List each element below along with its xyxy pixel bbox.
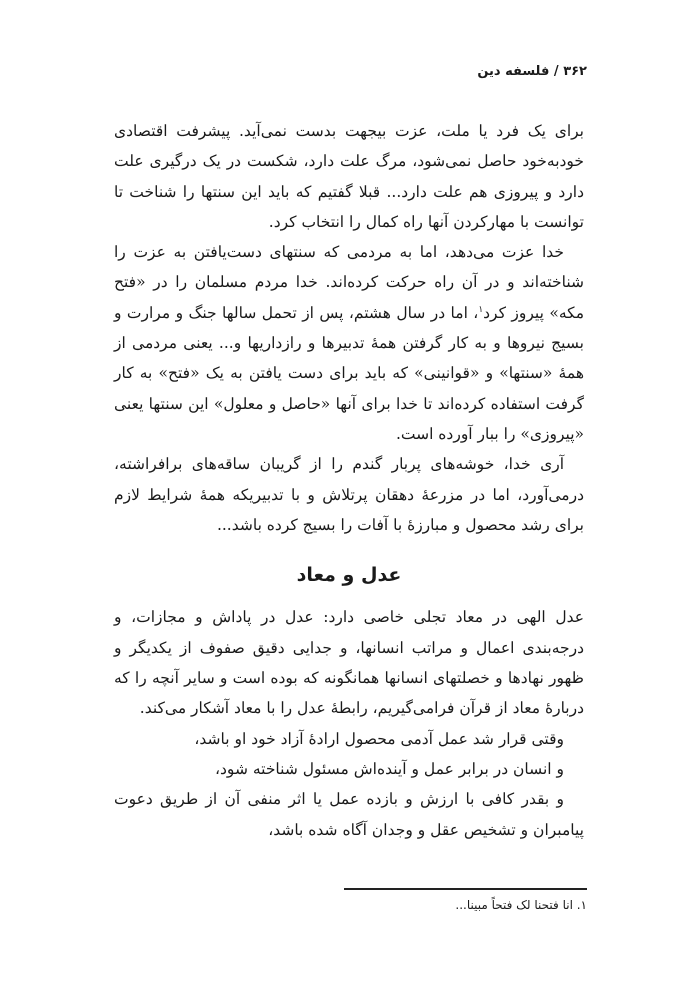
- paragraph-text: خدا عزت می‌دهد، اما به مردمی که سنتهای دست‌یافتن به عزت را شناخته‌اند و در آن راه حرکت کرده‌اند. خدا مردم مسلمان را در «فتح مکه» پیروز کرد: [114, 243, 585, 322]
- running-head: ۳۶۲ / فلسفه دین: [477, 64, 587, 79]
- paragraph: وقتی قرار شد عمل آدمی محصول ارادهٔ آزاد خود او باشد،: [194, 729, 564, 748]
- footnote-marker[interactable]: ۱: [478, 304, 484, 315]
- section-heading: عدل و معاد: [296, 564, 402, 587]
- paragraph: برای یک فرد یا ملت، عزت بیجهت بدست نمی‌آید. پیشرفت اقتصادی خودبه‌خود حاصل نمی‌شود، مرگ علت دارد، شکست در یک درگیری علت دارد و پیروزی هم علت دارد... قبلا گفتیم که باید این سنتها را شناخت تا توانست با مهارکردن آنها راه کمال را انتخاب کرد.: [114, 122, 584, 231]
- footnote: ۱. انا فتحنا لک فتحاً مبینا...: [455, 898, 587, 912]
- paragraph: [114, 237, 584, 449]
- paragraph: و بقدر کافی با ارزش و بازده عمل یا اثر منفی آن از طریق دعوت پیامبران و تشخیص عقل و وجدان آگاه شده باشد،: [114, 790, 584, 839]
- paragraph: عدل الهی در معاد تجلی خاصی دارد: عدل در پاداش و مجازات، و درجه‌بندی اعمال و مراتب انسانها، و جدایی دقیق صفوف از یکدیگر و ظهور نهادها و خصلتهای انسانها همانگونه که بوده است و سایر آنچه را که دربارهٔ معاد از قرآن فرامی‌گیریم، رابطهٔ عدل را با معاد آشکار می‌کند.: [114, 608, 584, 718]
- paragraph: آری خدا، خوشه‌های پربار گندم را از گریبان ساقه‌های برافراشته، درمی‌آورد، اما در مزرعهٔ دهقان پرتلاش و با تدبیریکه همهٔ شرایط لازم برای رشد محصول و مبارزهٔ با آفات را بسیج کرده باشد...: [114, 455, 584, 534]
- footnote-divider: [344, 888, 587, 890]
- paragraph-text: ، اما در سال هشتم، پس از تحمل سالها جنگ و مرارت و بسیج نیروها و به کار گرفتن همهٔ تدبیرها و رازداریها و... یعنی مردمی از همهٔ «سنتها» و «قوانینی» که باید برای دست یافتن به یک «فتح» به کار گرفت استفاده کرده‌اند تا خدا برای آنها «حاصل و معلول» این سنتها یعنی «پیروزی» را ببار آورده است.: [114, 303, 584, 443]
- paragraph: و انسان در برابر عمل و آینده‌اش مسئول شناخته شود،: [215, 759, 564, 778]
- main-text: [114, 116, 584, 845]
